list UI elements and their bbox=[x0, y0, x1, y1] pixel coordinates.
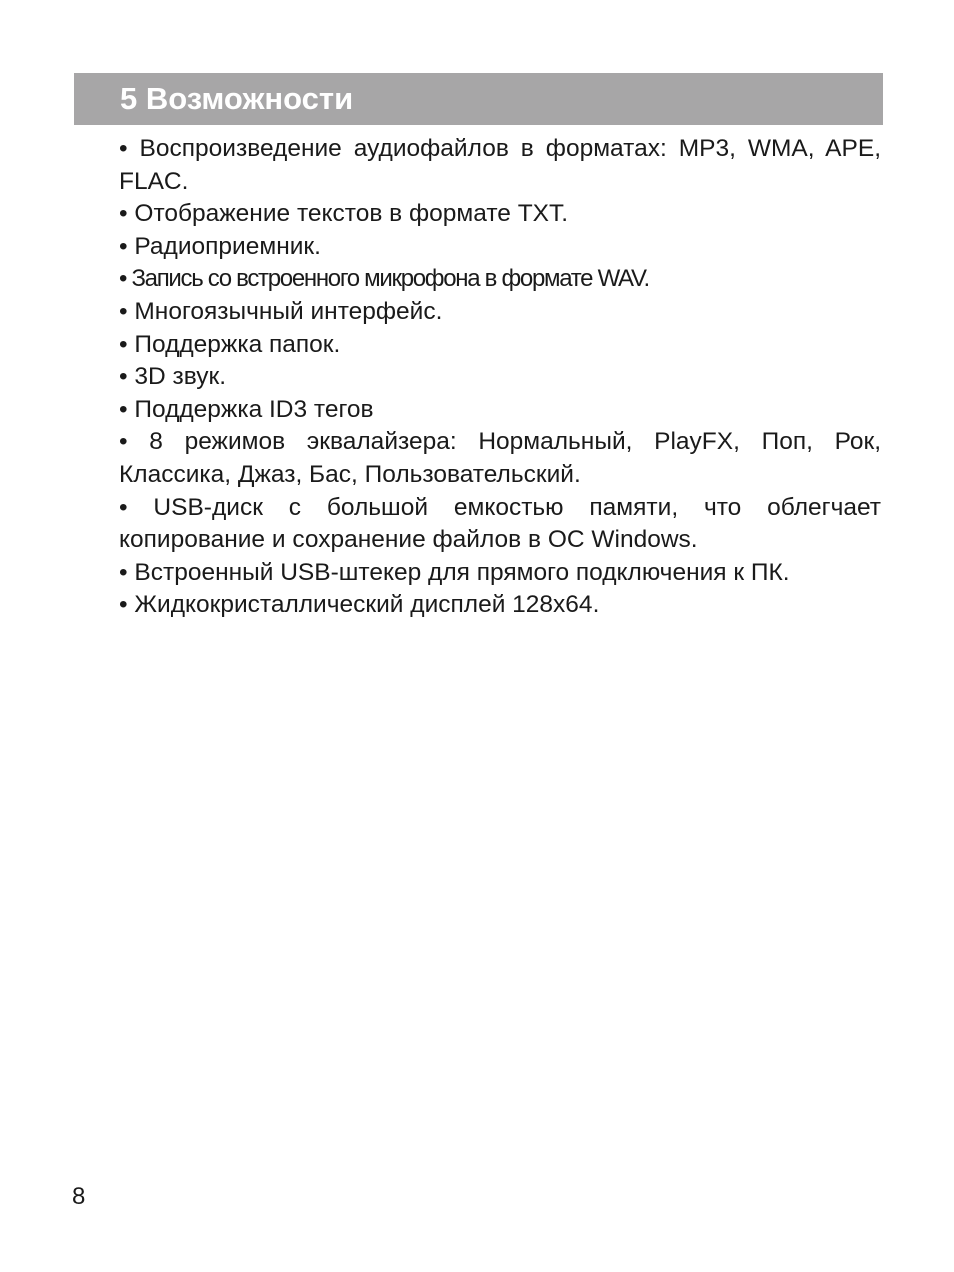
page-number: 8 bbox=[72, 1183, 86, 1210]
section-title: 5 Возможности bbox=[120, 81, 354, 116]
feature-item-multilanguage: • Многоязычный интерфейс. bbox=[119, 297, 443, 325]
feature-item-usb-disk: • USB-диск с большой емкостью памяти, что облегчает копирование и сохранение файлов в ОС Windows. bbox=[119, 493, 881, 554]
features-list bbox=[119, 133, 881, 622]
feature-item-folders: • Поддержка папок. bbox=[119, 330, 341, 358]
section-header-bar bbox=[74, 73, 883, 125]
feature-item-lcd: • Жидкокристаллический дисплей 128x64. bbox=[119, 591, 600, 619]
feature-item-usb-plug: • Встроенный USB-штекер для прямого подключения к ПК. bbox=[119, 558, 790, 586]
feature-item-recording: • Запись со встроенного микрофона в формате WAV. bbox=[119, 265, 649, 293]
feature-item-txt: • Отображение текстов в формате TXT. bbox=[119, 200, 569, 228]
feature-item-radio: • Радиоприемник. bbox=[119, 232, 321, 260]
feature-item-audio-formats: • Воспроизведение аудиофайлов в форматах: MP3, WMA, APE, FLAC. bbox=[119, 135, 881, 195]
feature-item-equalizer: • 8 режимов эквалайзера: Нормальный, PlayFX, Поп, Рок, Классика, Джаз, Бас, Пользовательский. bbox=[119, 428, 881, 488]
feature-item-id3: • Поддержка ID3 тегов bbox=[119, 395, 374, 423]
feature-item-3d-sound: • 3D звук. bbox=[119, 363, 226, 391]
